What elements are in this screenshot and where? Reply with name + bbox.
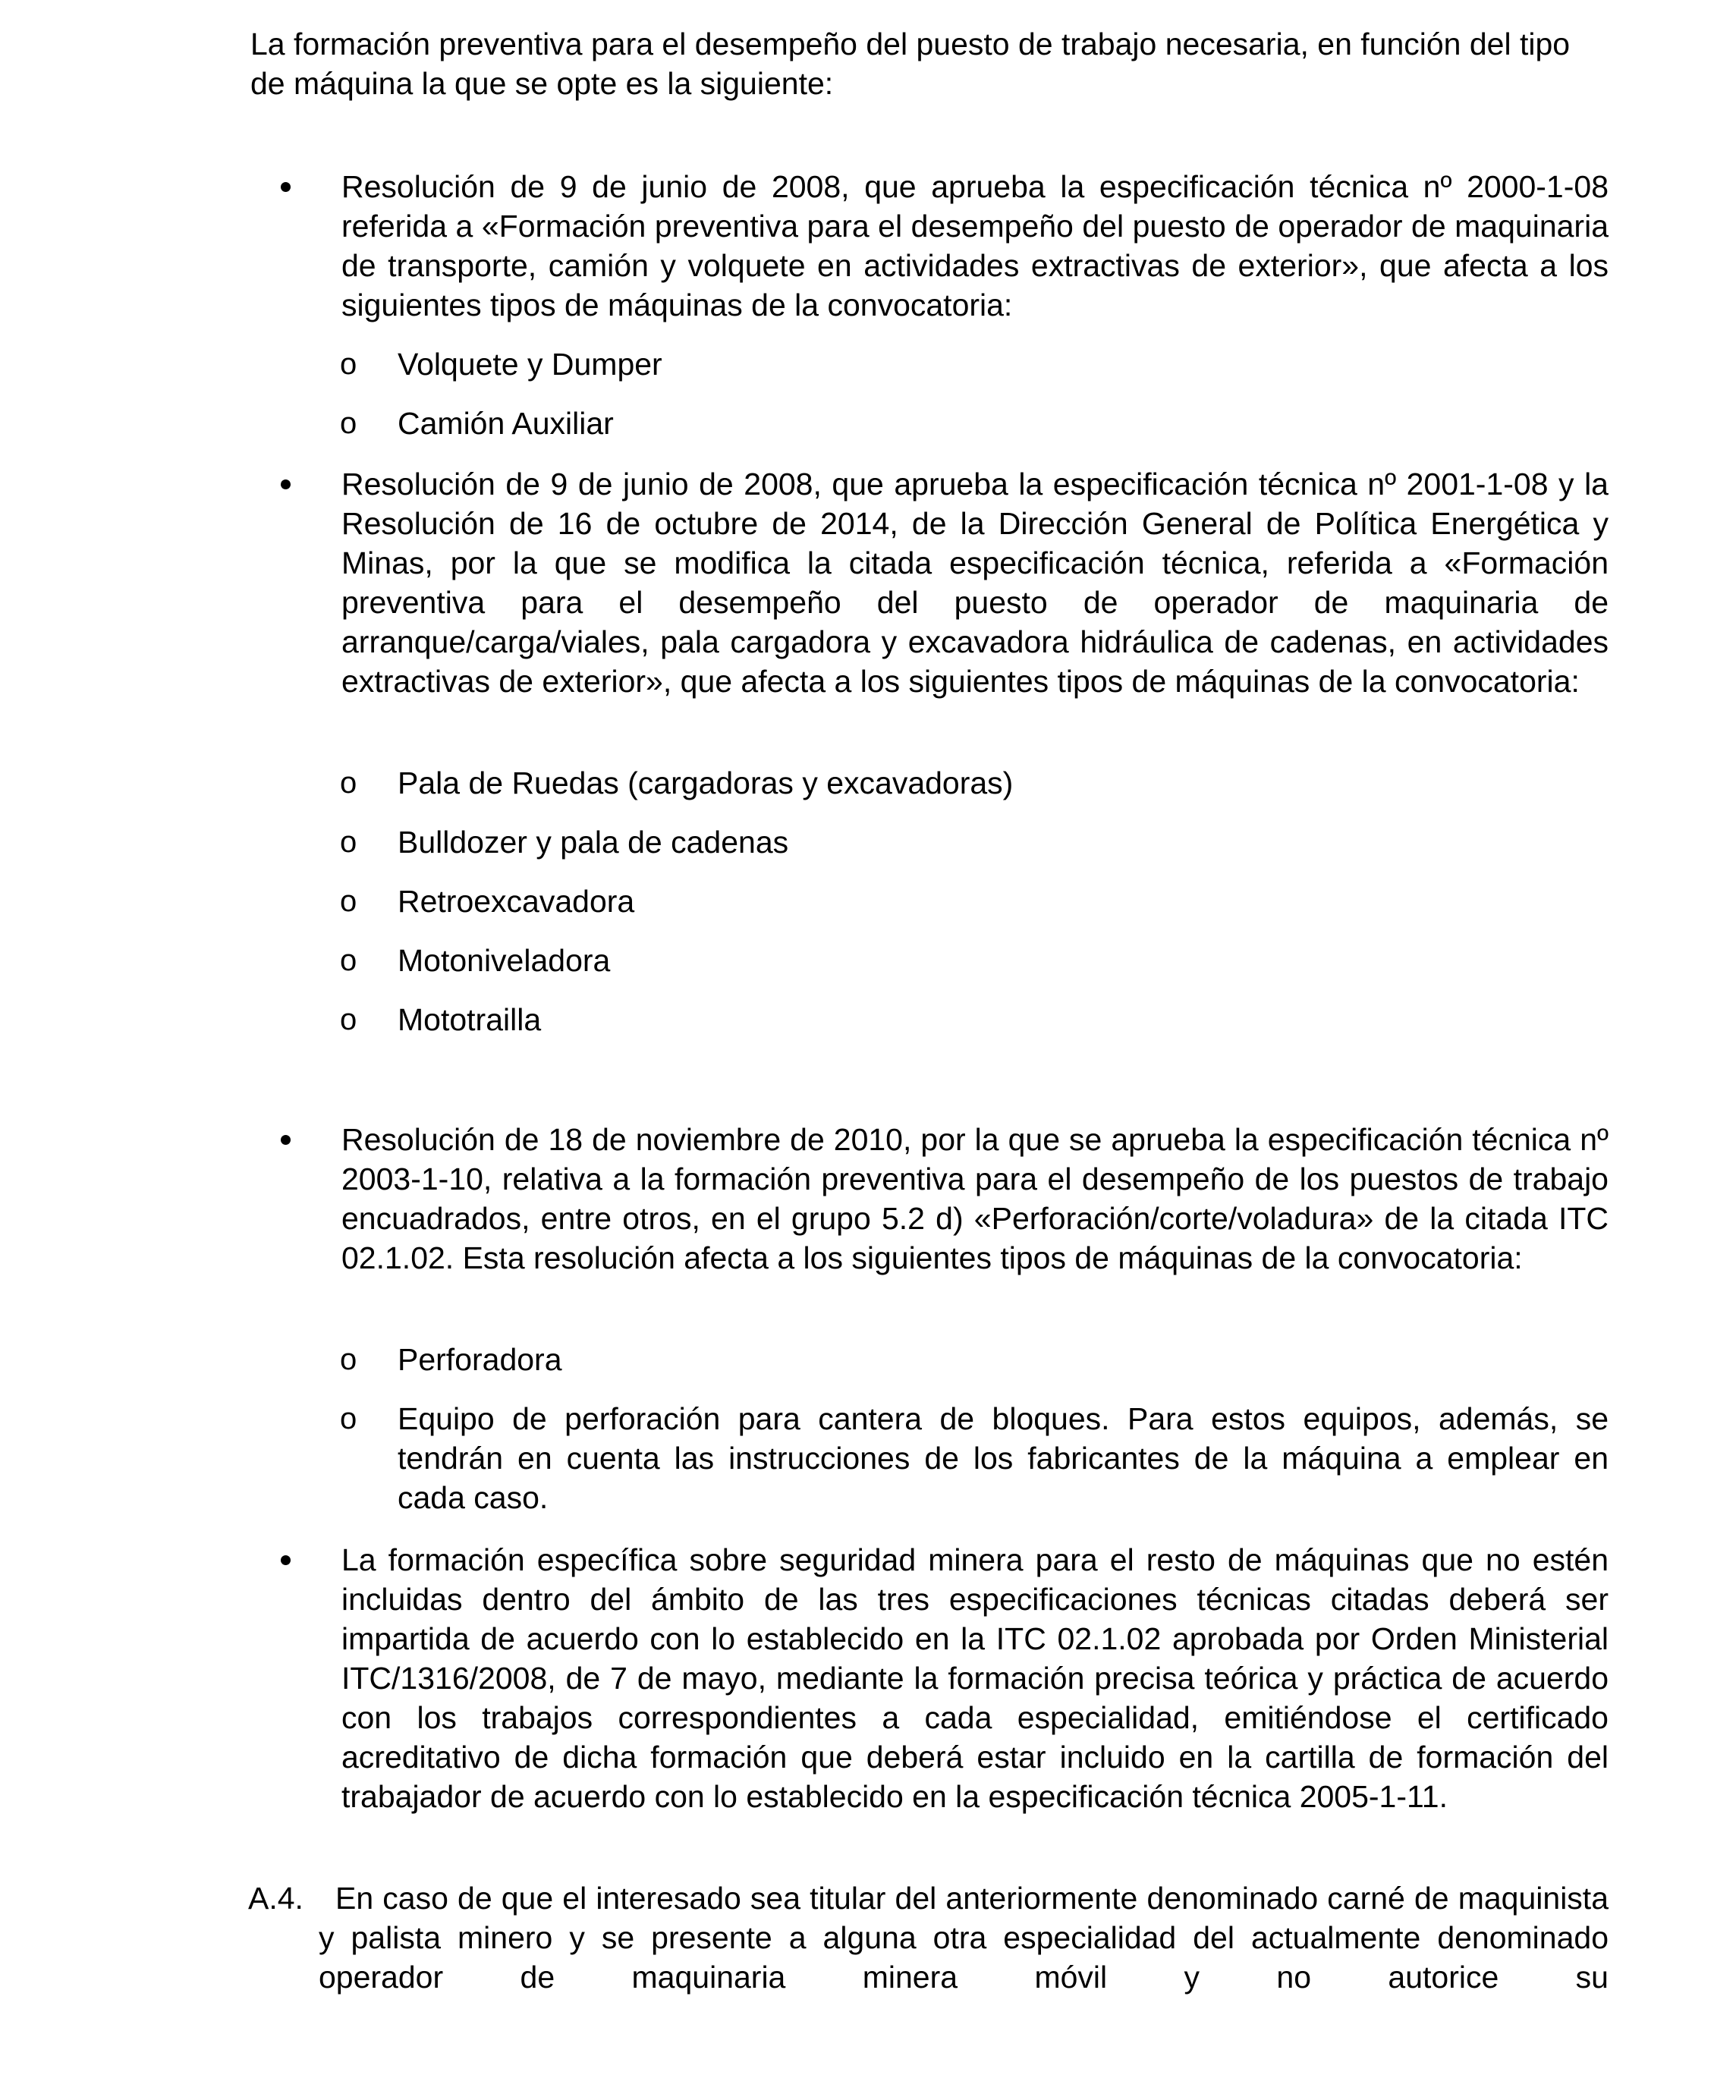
intro-paragraph: La formación preventiva para el desempeño del puesto de trabajo necesaria, en función del tipo de máquina la que se opte es la siguiente: (250, 27, 1571, 101)
bullet-dot-icon (281, 1540, 299, 1558)
sub-bullet-marker: o (340, 825, 357, 859)
sub-bullet-marker: o (340, 944, 357, 977)
sub-bullet-marker: o (340, 885, 357, 918)
sub-bullet-marker: o (340, 407, 357, 440)
section-text: En caso de que el interesado sea titular del anteriormente denominado carné de maquinista y palista minero y se presente a alguna otra especialidad del actualmente denominado operador de maquinaria minera móvil y no autorice su (319, 1881, 1609, 1995)
bullet-dot-icon (281, 1120, 299, 1138)
sub-item-text: Perforadora (398, 1342, 562, 1377)
sub-item-text: Motoniveladora (398, 943, 611, 978)
bullet-text: Resolución de 9 de junio de 2008, que aprueba la especificación técnica nº 2000-1-08 referida a «Formación preventiva para el desempeño del puesto de operador de maquinaria de transporte, camión y volquete en actividades extractivas de exterior», que afecta a los siguientes tipos de máquinas de la convocatoria: (341, 169, 1609, 322)
bullet-text: La formación específica sobre seguridad minera para el resto de máquinas que no estén incluidas dentro del ámbito de las tres especificaciones técnicas citadas deberá ser impartida de acuerdo con lo establecido en la ITC 02.1.02 aprobada por Orden Ministerial ITC/1316/2008, de 7 de mayo, mediante la formación precisa teórica y práctica de acuerdo con los trabajos correspondientes a cada especialidad, emitiéndose el certificado acreditativo de dicha formación que deberá estar incluido en la cartilla de formación del trabajador de acuerdo con lo establecido en la especificación técnica 2005-1-11. (341, 1542, 1609, 1814)
sub-bullet-marker: o (340, 1343, 357, 1376)
sub-item-text: Mototrailla (398, 1002, 542, 1037)
bullet-text: Resolución de 18 de noviembre de 2010, por la que se aprueba la especificación técnica nº 2003-1-10, relativa a la formación preventiva para el desempeño de los puestos de trabajo encuadrados, entre otros, en el grupo 5.2 d) «Perforación/corte/voladura» de la citada ITC 02.1.02. Esta resolución afecta a los siguientes tipos de máquinas de la convocatoria: (341, 1122, 1609, 1275)
sub-item-text: Pala de Ruedas (cargadoras y excavadoras) (398, 765, 1014, 800)
sub-bullet-marker: o (340, 1402, 357, 1435)
sub-bullet-marker: o (340, 347, 357, 381)
sub-item-text: Volquete y Dumper (398, 347, 662, 382)
sub-item-text: Equipo de perforación para cantera de bloques. Para estos equipos, además, se tendrán en cuenta las instrucciones de los fabricantes de la máquina a emplear en cada caso. (398, 1401, 1609, 1515)
sub-bullet-marker: o (340, 766, 357, 800)
sub-item-text: Bulldozer y pala de cadenas (398, 825, 789, 860)
section-number: A.4. (248, 1881, 303, 1916)
sub-item-text: Camión Auxiliar (398, 406, 614, 441)
sub-bullet-marker: o (340, 1003, 357, 1036)
bullet-dot-icon (281, 167, 299, 185)
bullet-dot-icon (281, 464, 299, 483)
bullet-text: Resolución de 9 de junio de 2008, que aprueba la especificación técnica nº 2001-1-08 y la Resolución de 16 de octubre de 2014, de la Dirección General de Política Energética y Minas, por la que se modifica la citada especificación técnica, referida a «Formación preventiva para el desempeño del puesto de operador de maquinaria de arranque/carga/viales, pala cargadora y excavadora hidráulica de cadenas, en actividades extractivas de exterior», que afecta a los siguientes tipos de máquinas de la convocatoria: (341, 467, 1609, 699)
sub-item-text: Retroexcavadora (398, 884, 635, 919)
